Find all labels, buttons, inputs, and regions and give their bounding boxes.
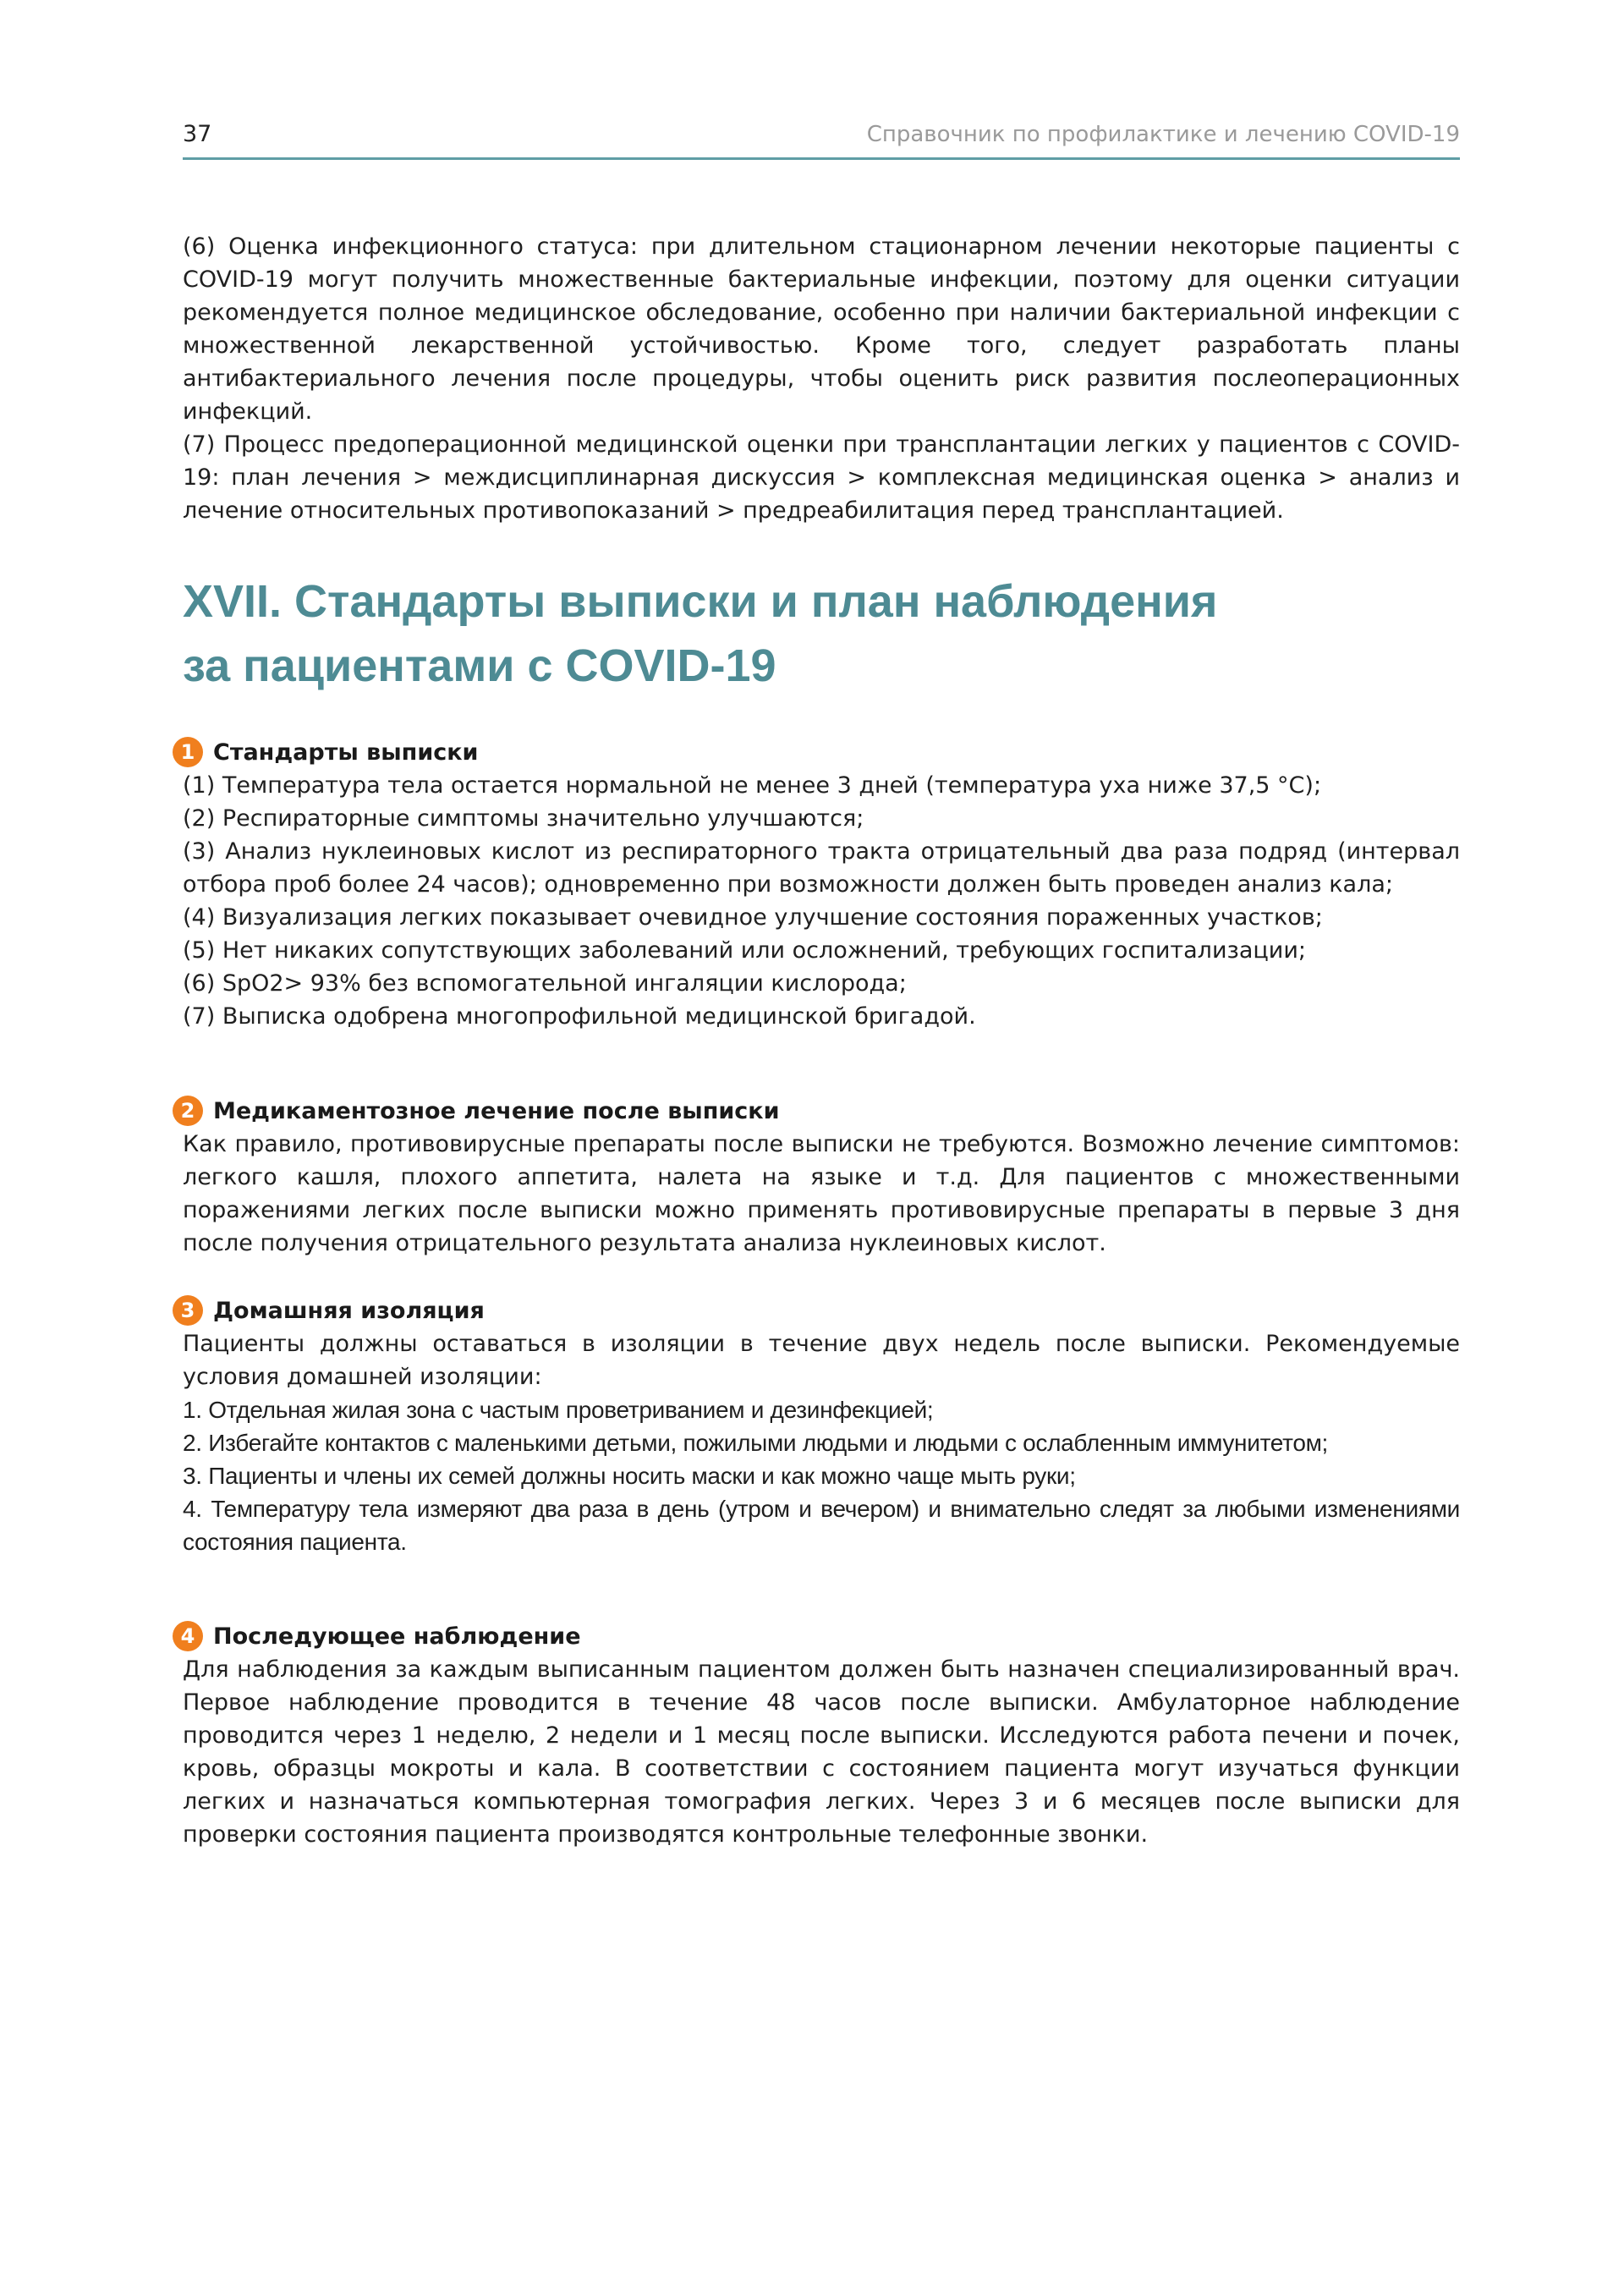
subsection-medication-after-discharge xyxy=(180,1094,1460,1260)
subsection-heading xyxy=(180,1094,1460,1128)
subsection-heading-label: Домашняя изоляция xyxy=(213,1297,485,1324)
list-item: 3. Пациенты и члены их семей должны носить маски и как можно чаще мыть руки; xyxy=(183,1463,1076,1489)
spacer xyxy=(183,1033,1460,1094)
page-header xyxy=(183,117,1460,157)
page-content xyxy=(180,230,1460,1851)
page-number: 37 xyxy=(183,121,212,147)
spacer xyxy=(183,1558,1460,1619)
subsection-discharge-standards xyxy=(180,735,1460,1033)
number-badge: 1 xyxy=(173,737,203,767)
subsection-heading xyxy=(180,1619,1460,1653)
subsection-paragraph: Как правило, противовирусные препараты после выписки не требуются. Возможно лечение симптомов: легкого кашля, плохого аппетита, налета на языке и т.д. Для пациентов с множественными поражениями легких после выписки можно применять противовирусные препараты в первые 3 дня после получения отрицательного результата анализа нуклеиновых кислот. xyxy=(183,1131,1460,1256)
list-item: 1. Отдельная жилая зона с частым проветриванием и дезинфекцией; xyxy=(183,1397,934,1423)
list-item: (6) SpO2> 93% без вспомогательной ингаляции кислорода; xyxy=(183,970,907,997)
list-item: 4. Температуру тела измеряют два раза в день (утром и вечером) и внимательно следят за любыми изменениями состояния пациента. xyxy=(183,1496,1460,1555)
subsection-paragraph: Для наблюдения за каждым выписанным пациентом должен быть назначен специализированный врач. Первое наблюдение проводится в течение 48 часов после выписки. Амбулаторное наблюдение проводится через 1 неделю, 2 недели и 1 месяц после выписки. Исследуются работа печени и почек, кровь, образцы мокроты и кала. В соответствии с состоянием пациента могут изучаться функции легких и назначаться компьютерная томография легких. Через 3 и 6 месяцев после выписки для проверки состояния пациента производятся контрольные телефонные звонки. xyxy=(183,1656,1460,1848)
running-title: Справочник по профилактике и лечению COVID-19 xyxy=(866,122,1460,147)
number-badge: 3 xyxy=(173,1295,203,1326)
list-item: (1) Температура тела остается нормальной не менее 3 дней (температура уха ниже 37,5 °C); xyxy=(183,772,1322,799)
intro-block xyxy=(183,230,1460,527)
subsection-heading xyxy=(180,1294,1460,1327)
number-badge: 4 xyxy=(173,1621,203,1651)
spacer xyxy=(183,1260,1460,1294)
list-item: (7) Выписка одобрена многопрофильной медицинской бригадой. xyxy=(183,1003,976,1030)
subsection-follow-up xyxy=(180,1619,1460,1851)
number-badge: 2 xyxy=(173,1096,203,1126)
subsection-heading-label: Медикаментозное лечение после выписки xyxy=(213,1097,780,1124)
list-item: (5) Нет никаких сопутствующих заболеваний или осложнений, требующих госпитализации; xyxy=(183,937,1306,964)
subsection-home-isolation xyxy=(180,1294,1460,1558)
list-item: (2) Респираторные симптомы значительно улучшаются; xyxy=(183,805,864,832)
header-rule xyxy=(183,157,1460,160)
section-title-line-1: XVII. Стандарты выписки и план наблюдения xyxy=(183,576,1218,627)
subsection-heading-label: Последующее наблюдение xyxy=(213,1623,581,1650)
intro-paragraph-6: (6) Оценка инфекционного статуса: при длительном стационарном лечении некоторые пациенты с COVID-19 могут получить множественные бактериальные инфекции, поэтому для оценки ситуации рекомендуется полное медицинское обследование, особенно при наличии бактериальной инфекции с множественной лекарственной устойчивостью. Кроме того, следует разработать планы антибактериального лечения после процедуры, чтобы оценить риск развития послеоперационных инфекций. xyxy=(183,233,1460,425)
section-title-line-2: за пациентами с COVID-19 xyxy=(183,640,776,691)
subsection-heading xyxy=(180,735,1460,769)
list-item: (3) Анализ нуклеиновых кислот из респираторного тракта отрицательный два раза подряд (интервал отбора проб более 24 часов); одновременно при возможности должен быть проведен анализ кала; xyxy=(183,838,1460,898)
list-item: (4) Визуализация легких показывает очевидное улучшение состояния пораженных участков; xyxy=(183,904,1323,931)
list-item: 2. Избегайте контактов с маленькими детьми, пожилыми людьми и людьми с ослабленным иммунитетом; xyxy=(183,1430,1329,1456)
intro-paragraph-7: (7) Процесс предоперационной медицинской оценки при трансплантации легких у пациентов с COVID-19: план лечения > междисциплинарная дискуссия > комплексная медицинская оценка > анализ и лечение относительных противопоказаний > предреабилитация перед трансплантацией. xyxy=(183,431,1460,524)
subsection-heading-label: Стандарты выписки xyxy=(213,739,479,766)
section-title xyxy=(183,569,1460,698)
subsection-paragraph: Пациенты должны оставаться в изоляции в течение двух недель после выписки. Рекомендуемые условия домашней изоляции: xyxy=(183,1331,1460,1390)
